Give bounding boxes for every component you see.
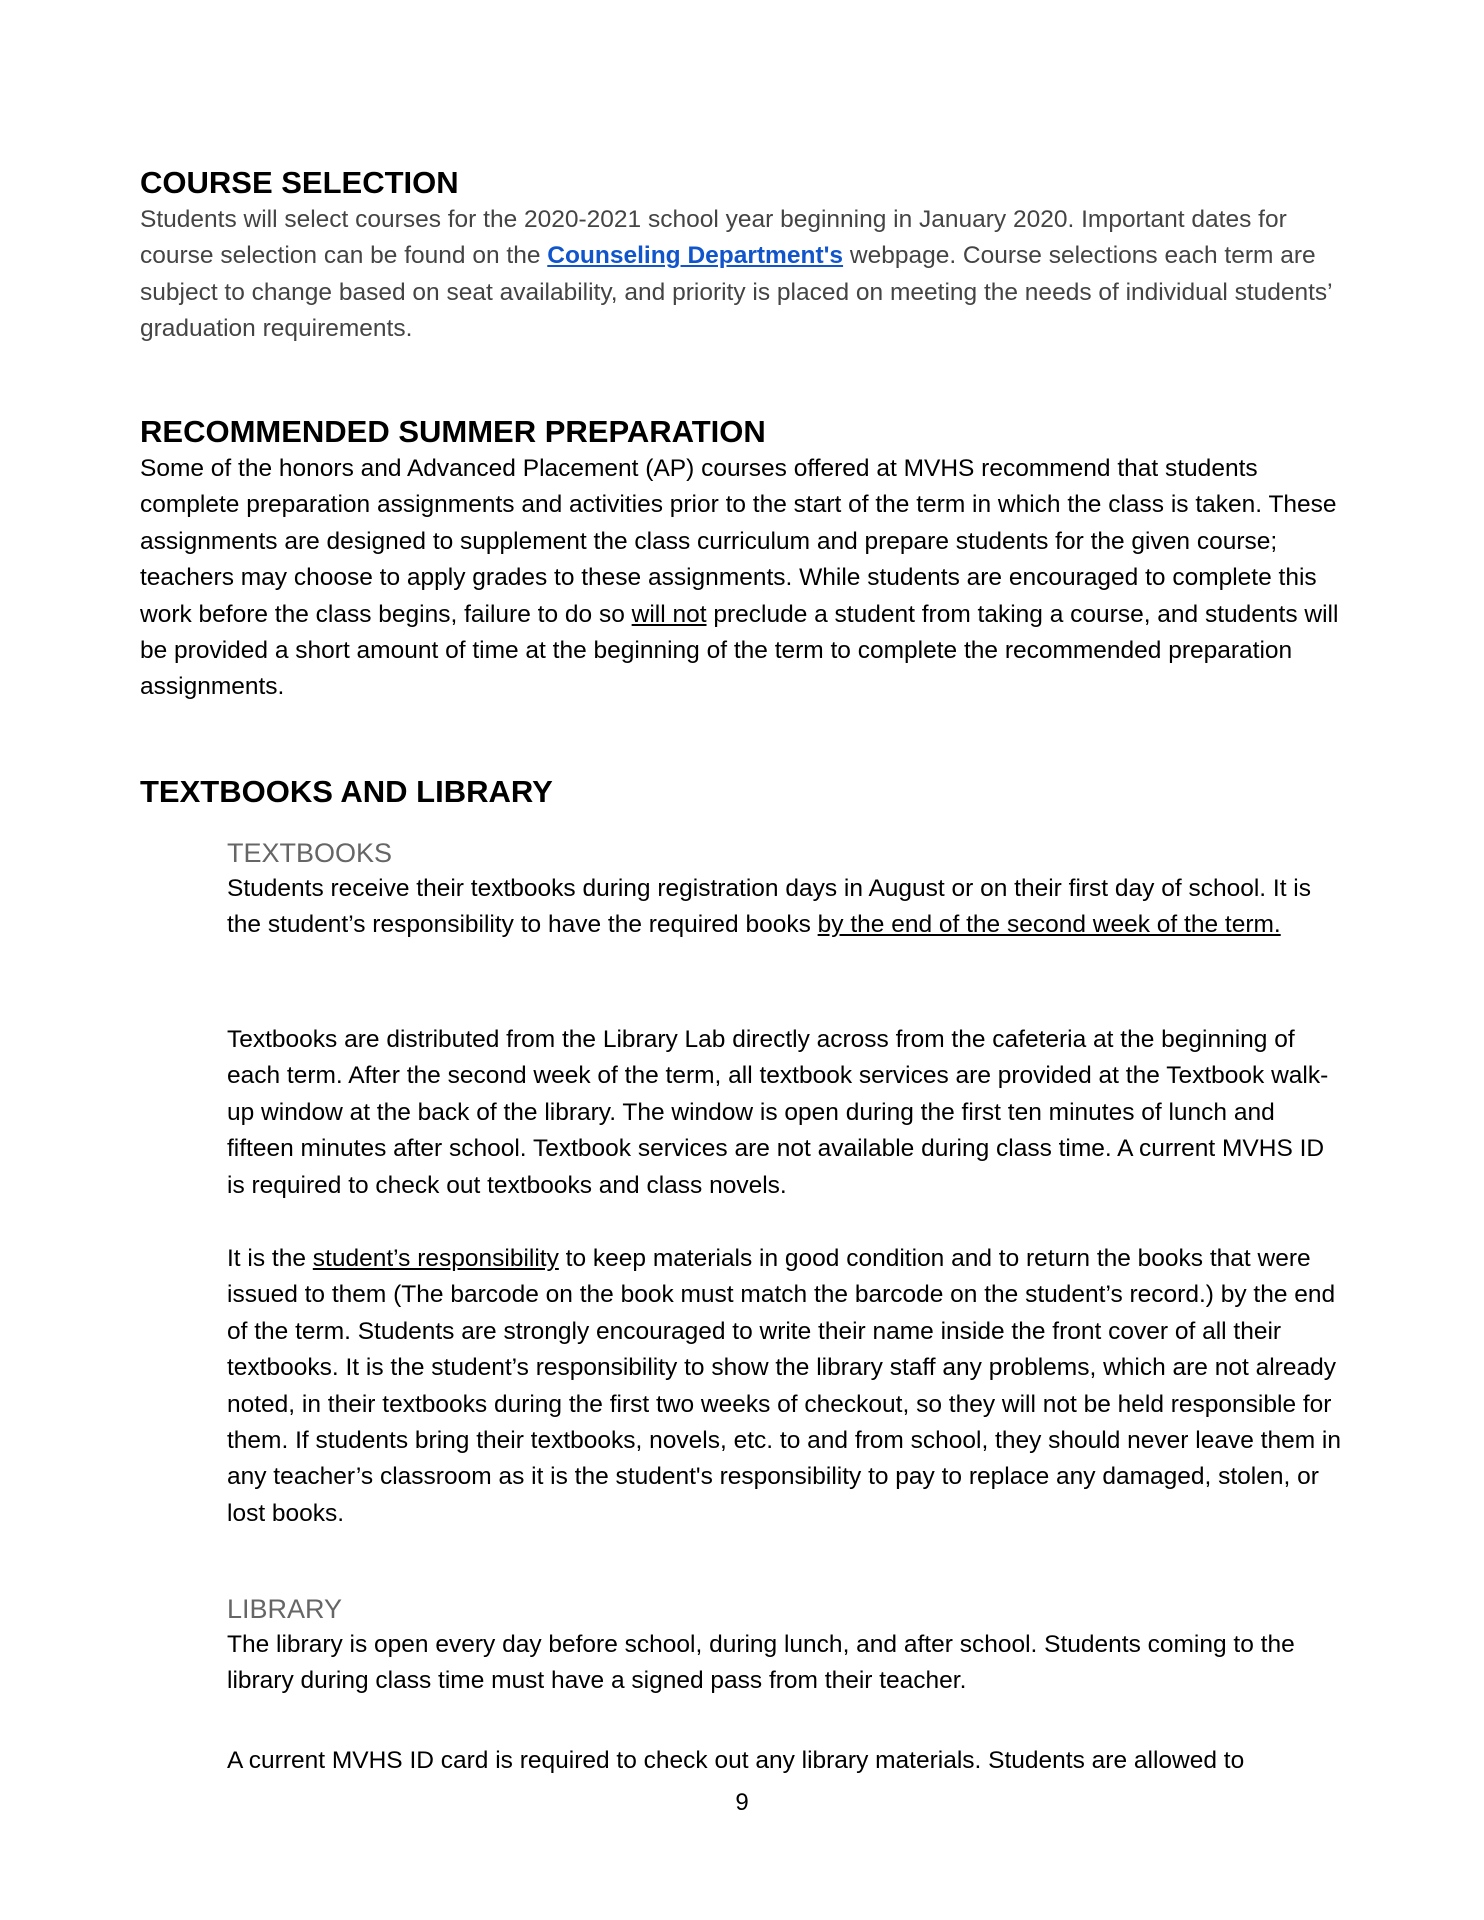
library-subsection: [227, 1591, 1347, 1700]
summer-prep-underlined: will not: [631, 600, 707, 628]
page-number: 9: [735, 1789, 749, 1816]
textbooks-paragraph-1: [227, 871, 1347, 944]
summer-prep-section: [140, 413, 1340, 706]
summer-prep-paragraph: [140, 451, 1340, 706]
textbooks-subheading: TEXTBOOKS: [227, 838, 393, 868]
textbooks-p1-underlined: by the end of the second week of the term.: [817, 911, 1281, 939]
textbooks-p3-text-1: It is the: [227, 1245, 313, 1272]
library-subheading: LIBRARY: [227, 1594, 343, 1624]
counseling-department-link[interactable]: Counseling Department's: [547, 242, 844, 270]
textbooks-p1-text: Students receive their textbooks during registration days in August or on their first day of school. It is the student’s responsibility to have the required books: [227, 875, 1312, 939]
library-paragraph-2: A current MVHS ID card is required to check out any library materials. Students are allowed to: [227, 1747, 1245, 1774]
textbooks-library-section: [140, 773, 1340, 811]
summer-prep-heading: RECOMMENDED SUMMER PREPARATION: [140, 414, 766, 449]
course-selection-text-2: webpage. Course selections each term are subject to change based on seat availability, and priority is placed on meeting the needs of individual students’ graduation requirements.: [140, 242, 1332, 343]
textbooks-p3-text-2: to keep materials in good condition and to return the books that were issued to them (The barcode on the book must match the barcode on the student’s record.) by the end of the term. Students are strongly encouraged to write their name inside the front cover of all their textbooks. It is the student’s responsibility to show the library staff any problems, which are not already noted, in their textbooks during the first two weeks of checkout, so they will not be held responsible for them. If students bring their textbooks, novels, etc. to and from school, they should never leave them in any teacher’s classroom as it is the student's responsibility to pay to replace any damaged, stolen, or lost books.: [227, 1245, 1341, 1527]
textbooks-responsibility-block: [227, 1241, 1347, 1532]
library-id-block: [227, 1743, 1347, 1779]
textbooks-paragraph-2: Textbooks are distributed from the Library Lab directly across from the cafeteria at the beginning of each term. After the second week of the term, all textbook services are provided at the Textbook walk-up window at the back of the library. The window is open during the first ten minutes of lunch and fifteen minutes after school. Textbook services are not available during class time. A current MVHS ID is required to check out textbooks and class novels.: [227, 1026, 1329, 1199]
course-selection-text-1: Students will select courses for the 2020-2021 school year beginning in January 2020. Important dates for course selection can be found on the: [140, 206, 1287, 270]
summer-prep-text-2: preclude a student from taking a course, and students will be provided a short amount of time at the beginning of the term to complete the recommended preparation assignments.: [140, 600, 1339, 701]
course-selection-section: [140, 164, 1340, 348]
textbooks-subsection: [227, 835, 1347, 944]
textbooks-paragraph-3: [227, 1241, 1347, 1532]
course-selection-heading: COURSE SELECTION: [140, 165, 459, 200]
textbooks-library-heading: TEXTBOOKS AND LIBRARY: [140, 774, 553, 809]
textbooks-p3-underlined: student’s responsibility: [312, 1245, 559, 1272]
library-paragraph-1: The library is open every day before school, during lunch, and after school. Students coming to the library during class time must have a signed pass from their teacher.: [227, 1631, 1295, 1695]
textbooks-distribution-block: [227, 1022, 1347, 1204]
summer-prep-text-1: Some of the honors and Advanced Placement (AP) courses offered at MVHS recommend that students complete preparation assignments and activities prior to the start of the term in which the class is taken. These assignments are designed to supplement the class curriculum and prepare students for the given course; teachers may choose to apply grades to these assignments. While students are encouraged to complete this work before the class begins, failure to do so: [140, 455, 1337, 628]
course-selection-paragraph: [140, 202, 1340, 348]
